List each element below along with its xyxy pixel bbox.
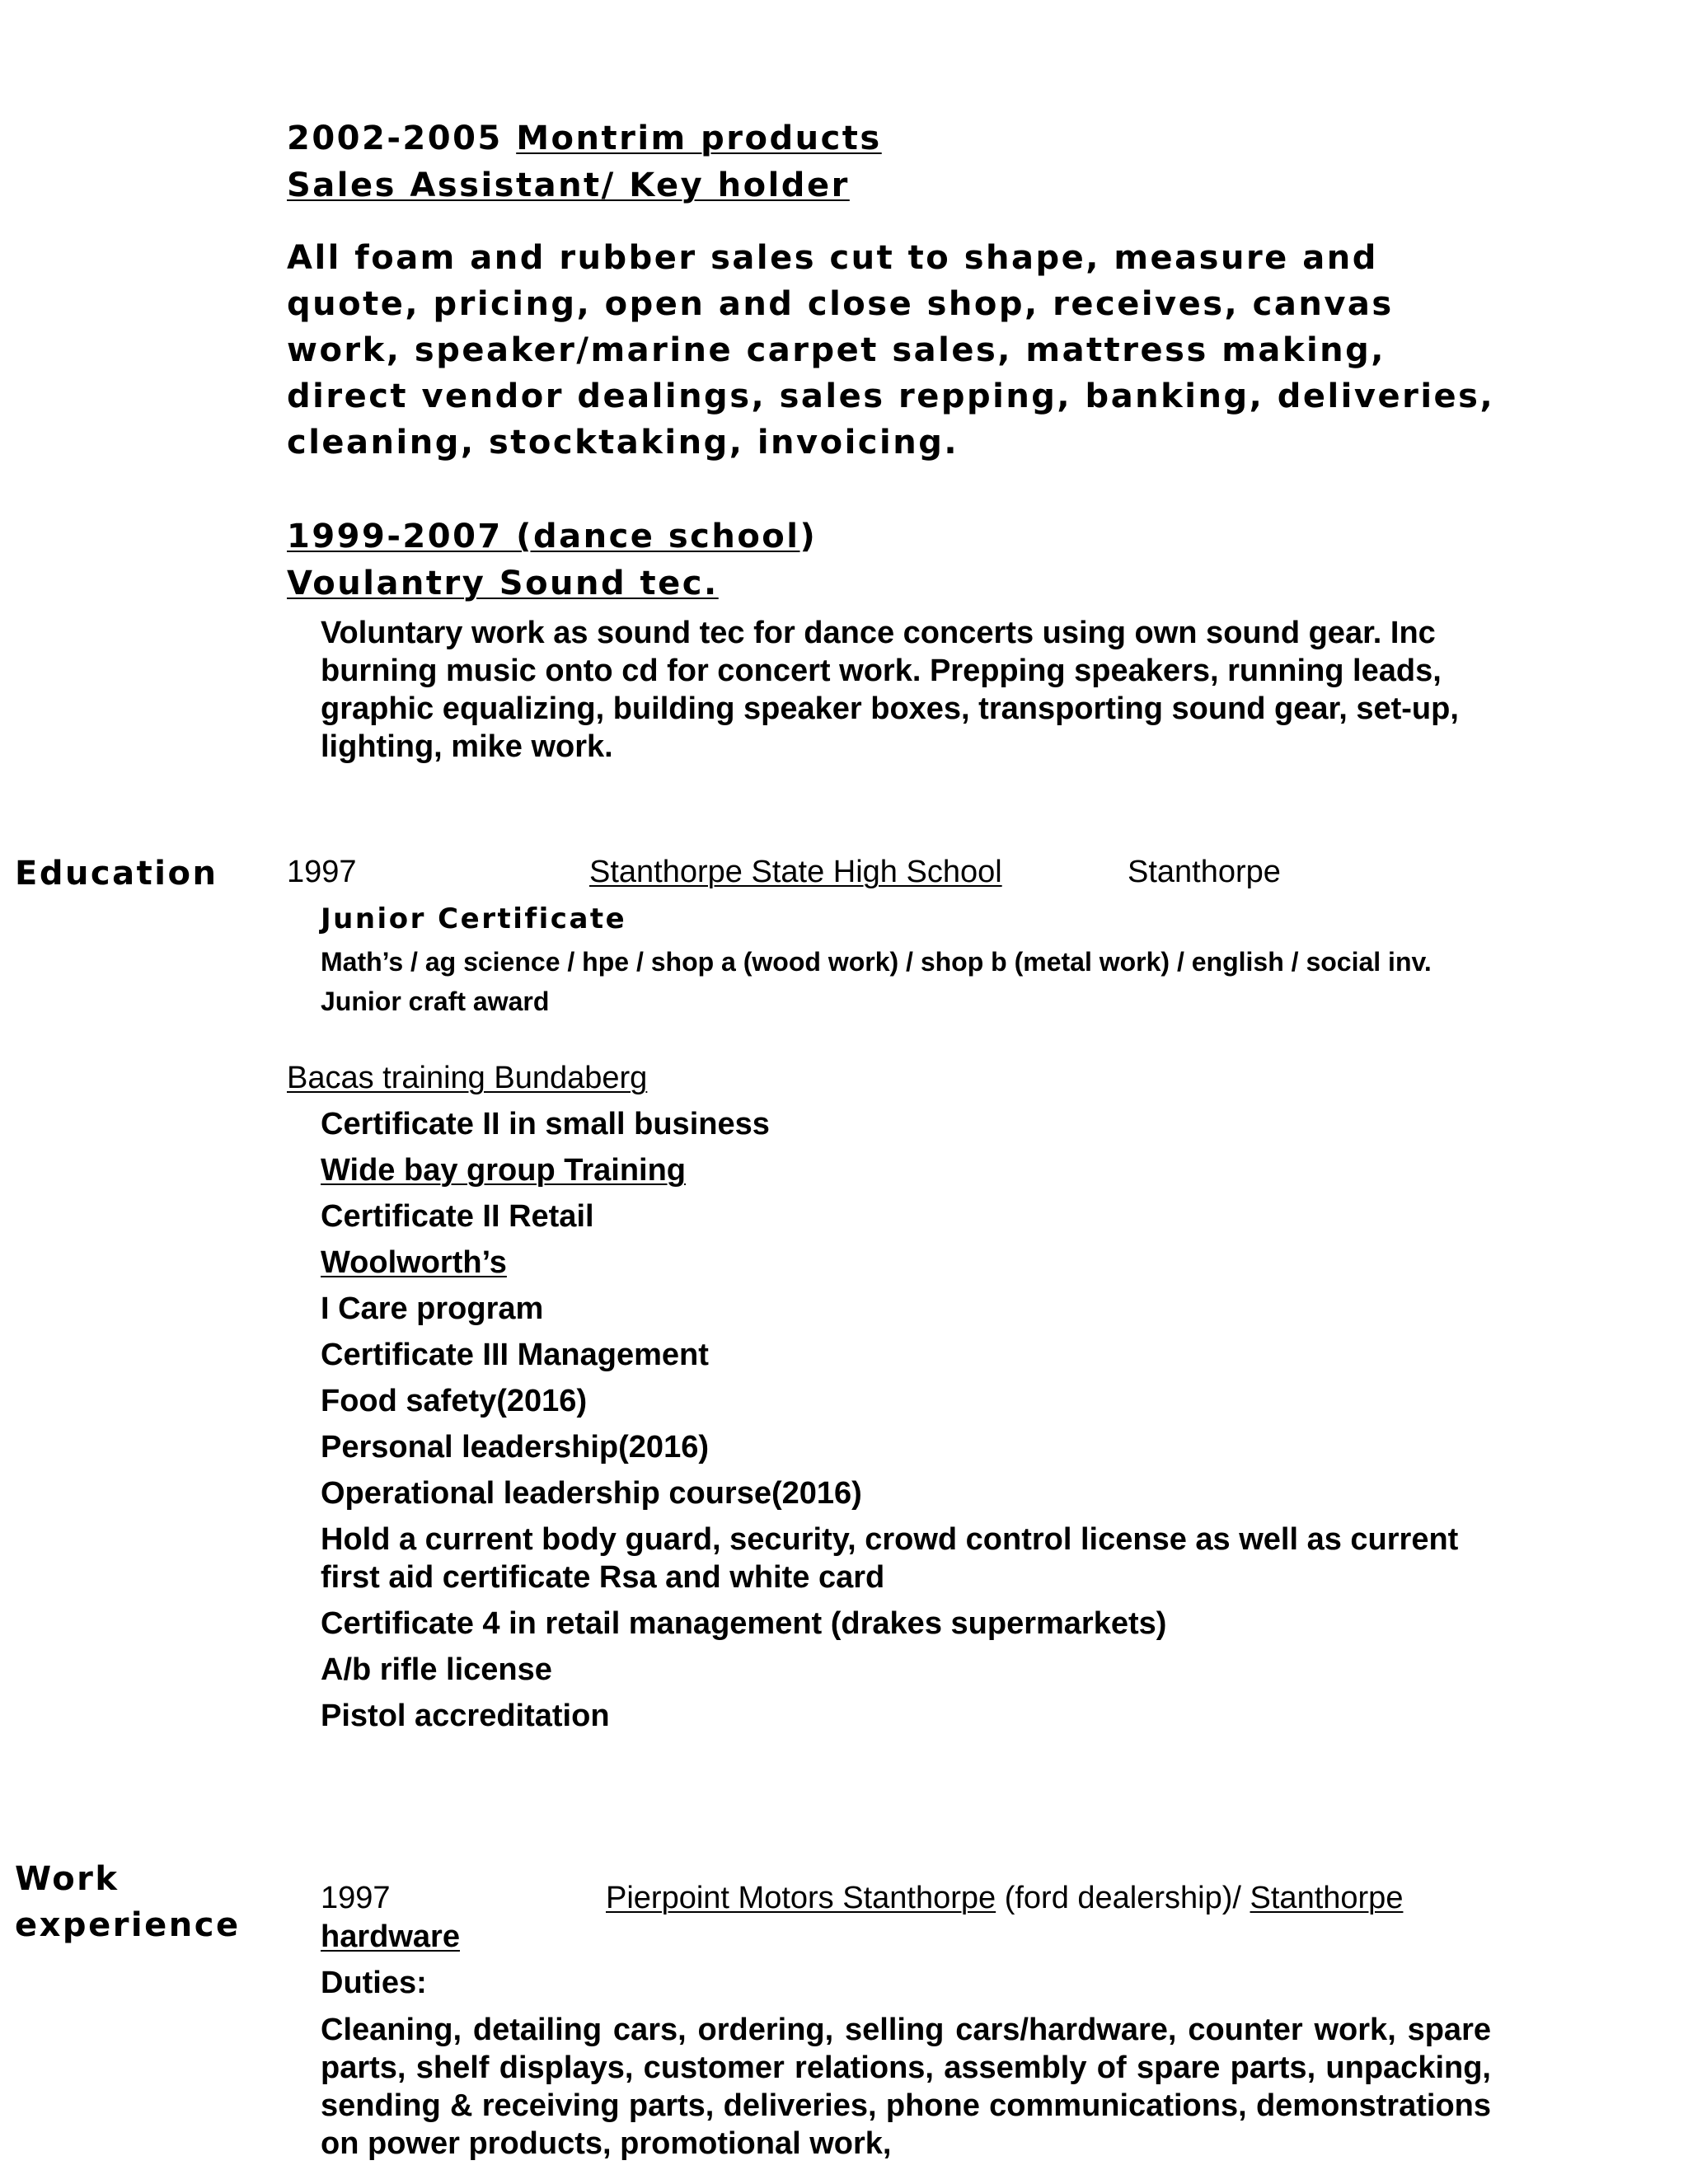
qualification-list [321,1101,1499,1739]
sound-heading-tail: ) [799,518,818,555]
qualification-item: Certificate III Management [321,1338,709,1372]
qualification-item: Pistol accreditation [321,1699,610,1733]
work-duties-label: Duties: [321,1966,427,2000]
education-school: Stanthorpe State High School [589,855,1002,889]
qualification-provider: Wide bay group Training [321,1153,687,1188]
work-employer2-cont: hardware [321,1919,460,1954]
qualification-item: Certificate II in small business [321,1107,770,1141]
education-town: Stanthorpe [1128,855,1281,889]
work-duties: Cleaning, detailing cars, ordering, selling cars/hardware, counter work, spare parts, shelf displays, customer relations, assembly of spare parts, unpacking, sending & receiving parts, deliveries, phone communications, demonstrations on power products, promotional work, [321,2013,1491,2161]
qualification-item: A/b rifle license [321,1652,552,1687]
sound-heading [287,513,817,560]
qualification-item: Food safety(2016) [321,1384,588,1418]
education-label: Education [15,855,218,893]
work-label-line2: experience [15,1906,241,1944]
qualification-item: Personal leadership(2016) [321,1430,709,1465]
qualification-item: Operational leadership course(2016) [321,1476,862,1511]
work-label-line1: Work [15,1860,120,1898]
montrim-years: 2002-2005 [287,120,503,157]
education-year: 1997 [287,855,357,889]
montrim-company: Montrim products [516,120,882,157]
sound-description: Voluntary work as sound tec for dance concerts using own sound gear. Inc burning music onto cd for concert work. Prepping speakers, running leads, graphic equalizing, building speaker boxes, transporting sound gear, set-up, lighting, mike work. [321,616,1459,764]
work-employer2: Stanthorpe [1250,1881,1404,1915]
sound-role: Voulantry Sound tec. [287,565,719,602]
qualification-provider: Woolworth’s [321,1245,507,1280]
education-certificate: Junior Certificate [321,902,627,935]
work-employer-line [606,1875,1403,1921]
qualification-item: Certificate II Retail [321,1199,594,1234]
qualification-item: Certificate 4 in retail management (drakes supermarkets) [321,1606,1167,1641]
work-employer: Pierpoint Motors Stanthorpe [606,1881,996,1915]
education-subjects: Math’s / ag science / hpe / shop a (wood work) / shop b (metal work) / english / social inv. [321,947,1432,977]
work-employer-note: (ford dealership)/ [996,1881,1250,1915]
montrim-description: All foam and rubber sales cut to shape, measure and quote, pricing, open and close shop, receives, canvas work, speaker/marine carpet sales, mattress making, direct vendor dealings, sales repping, banking, deliveries, cleaning, stocktaking, invoicing. [287,239,1495,462]
montrim-heading [287,115,882,162]
work-year: 1997 [321,1881,391,1915]
qualification-item: I Care program [321,1291,544,1326]
montrim-role: Sales Assistant/ Key holder [287,166,850,204]
qualification-item: Hold a current body guard, security, crowd control license as well as current first aid certificate Rsa and white card [321,1522,1459,1595]
education-provider: Bacas training Bundaberg [287,1061,648,1095]
sound-years-school: 1999-2007 (dance school [287,518,800,555]
education-award: Junior craft award [321,987,550,1016]
